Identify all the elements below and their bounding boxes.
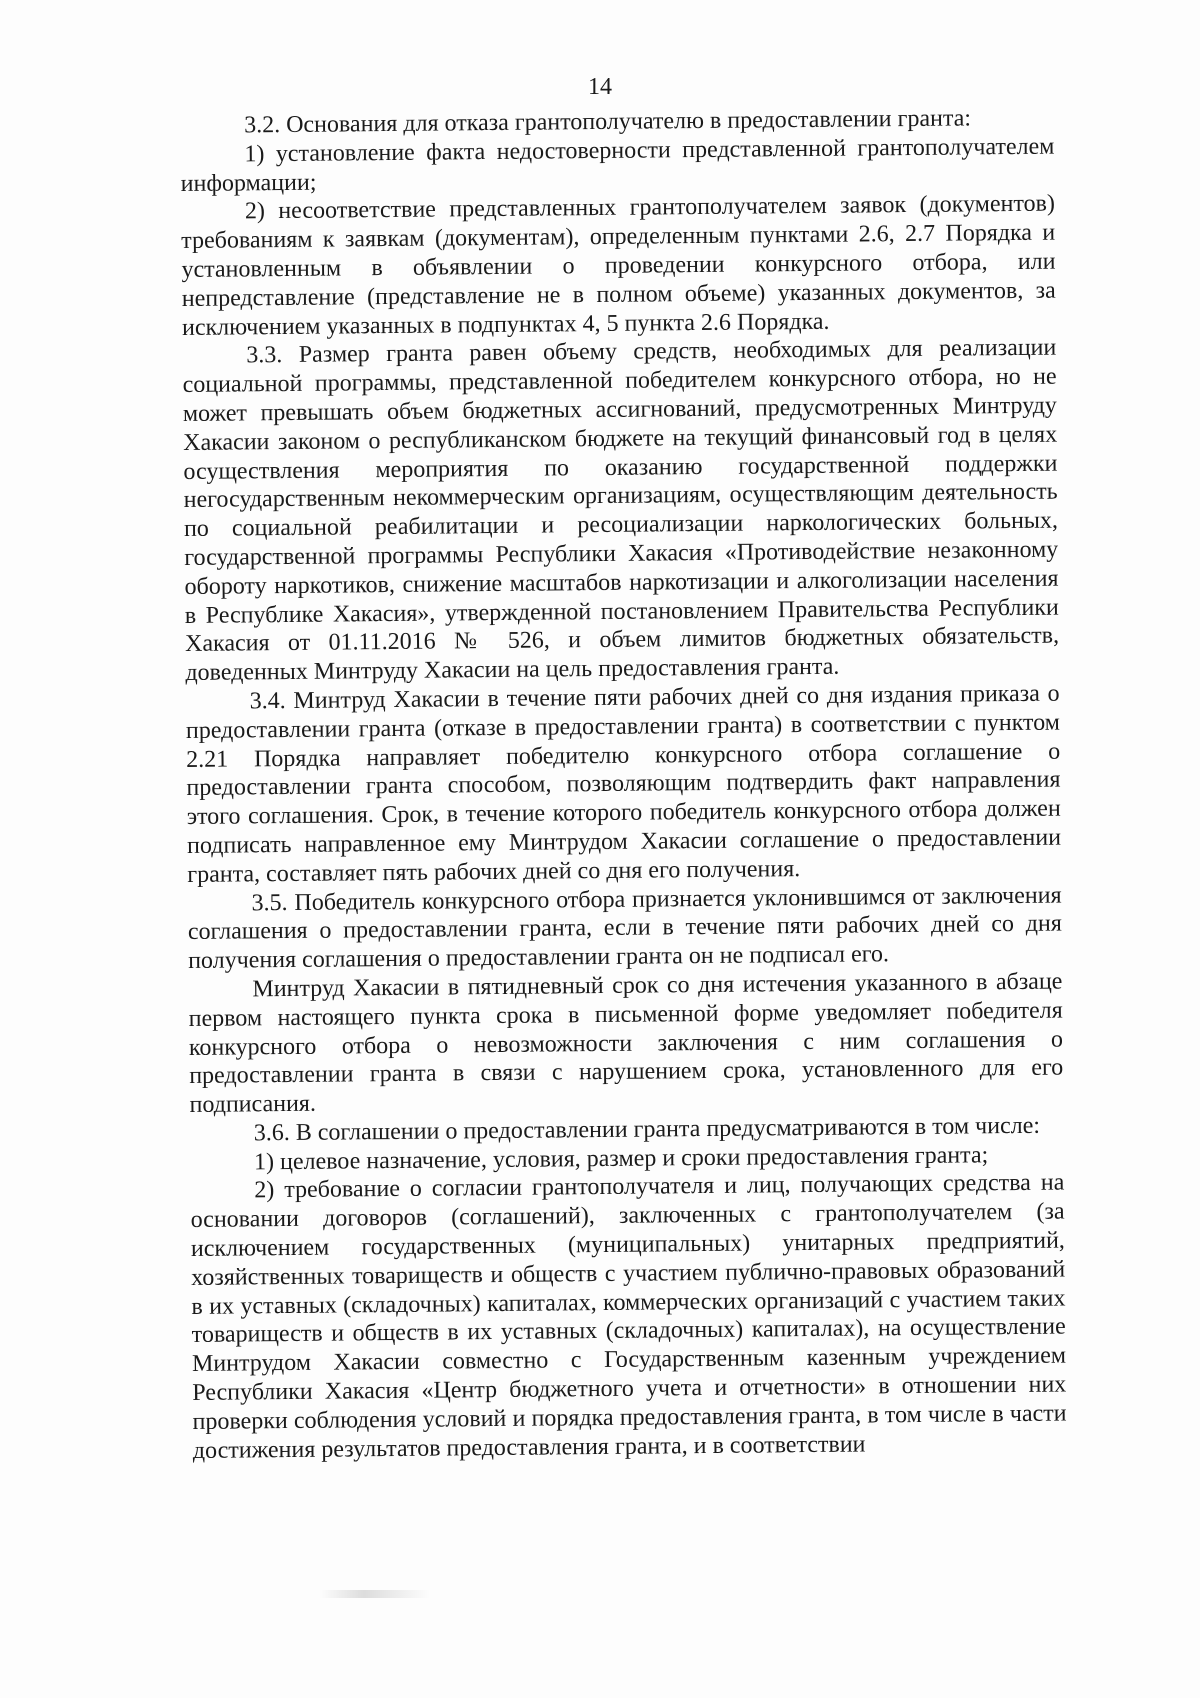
paragraph-3-6: 3.6. В соглашении о предоставлении гранта предусматриваются в том числе:	[253, 1112, 1041, 1147]
paragraph-3-2: 3.2. Основания для отказа грантополучателю в предоставлении гранта:	[244, 105, 972, 139]
paragraph-3-2-item-2: 2) несоответствие представленных грантополучателем заявок (документов) требованиям к заявкам (документам), определенным пунктами 2.6, 2.7 Порядка и установленным в объявлении о проведении конкурсного отбора, или непредставление (представление не в полном объеме) указанных документов, за исключением указанных в подпунктах 4, 5 пункта 2.6 Порядка.	[181, 190, 1056, 341]
paragraph-3-3: 3.3. Размер гранта равен объему средств, необходимых для реализации социальной программы, представленной победителем конкурсного отбора, но не может превышать объем бюджетных ассигнований, предусмотренных Минтруду Хакасии законом о республиканском бюджете на текущий финансовый год в целях осуществления мероприятия по оказанию государственной поддержки негосударственным некоммерческим организациям, осуществляющим деятельность по социальной реабилитации и ресоциализации наркологических больных, государственной программы Республики Хакасия «Противодействие незаконному обороту наркотиков, снижение масштабов наркотизации и алкоголизации населения в Республике Хакасия», утвержденной постановлением Правительства Республики Хакасия от 01.11.2016 № 526, и объем лимитов бюджетных обязательств, доведенных Минтруду Хакасии на цель предоставления гранта.	[182, 334, 1060, 687]
paragraph-3-2-item-1: 1) установление факта недостоверности представленной грантополучателем информации;	[180, 133, 1055, 197]
paragraph-3-6-item-1: 1) целевое назначение, условия, размер и сроки предоставления гранта;	[253, 1141, 989, 1176]
page-number: 14	[588, 74, 612, 100]
paragraph-3-5: 3.5. Победитель конкурсного отбора признается уклонившимся от заключения соглашения о предоставлении гранта, если в течение пяти рабочих дней со дня получения соглашения о предоставлении гранта он не подписал его.	[187, 882, 1062, 975]
scan-artifact	[320, 1590, 430, 1598]
paragraph-3-6-item-2: 2) требование о согласии грантополучателя и лиц, получающих средства на основании договоров (соглашений), заключенных с грантополучателем (за исключением государственных (муниципальных) унитарных предприятий, хозяйственных товариществ и обществ с участием публично-правовых образований в их уставных (складочных) капиталах, коммерческих организаций с участием таких товариществ и обществ в их уставных (складочных) капиталах), на осуществление Минтрудом Хакасии совместно с Государственным казенным учреждением Республики Хакасия «Центр бюджетного учета и отчетности» в отношении них проверки соблюдения условий и порядка предоставления гранта, в том числе в части достижения результатов предоставления гранта, и в соответствии	[190, 1170, 1067, 1464]
paragraph-3-4: 3.4. Минтруд Хакасии в течение пяти рабочих дней со дня издания приказа о предоставлении гранта (отказе в предоставлении гранта) в соответствии с пунктом 2.21 Порядка направляет победителю конкурсного отбора соглашение о предоставлении гранта способом, позволяющим подтвердить факт направления этого соглашения. Срок, в течение которого победитель конкурсного отбора должен подписать направленное ему Минтрудом Хакасии соглашение о предоставлении гранта, составляет пять рабочих дней со дня его получения.	[185, 680, 1062, 888]
document-body	[180, 104, 1067, 1466]
paragraph-3-5-second: Минтруд Хакасии в пятидневный срок со дня истечения указанного в абзаце первом настоящего пункта срока в письменной форме уведомляет победителя конкурсного отбора о невозможности заключения с ним соглашения о предоставлении гранта в связи с нарушением срока, установленного для его подписания.	[188, 968, 1064, 1119]
